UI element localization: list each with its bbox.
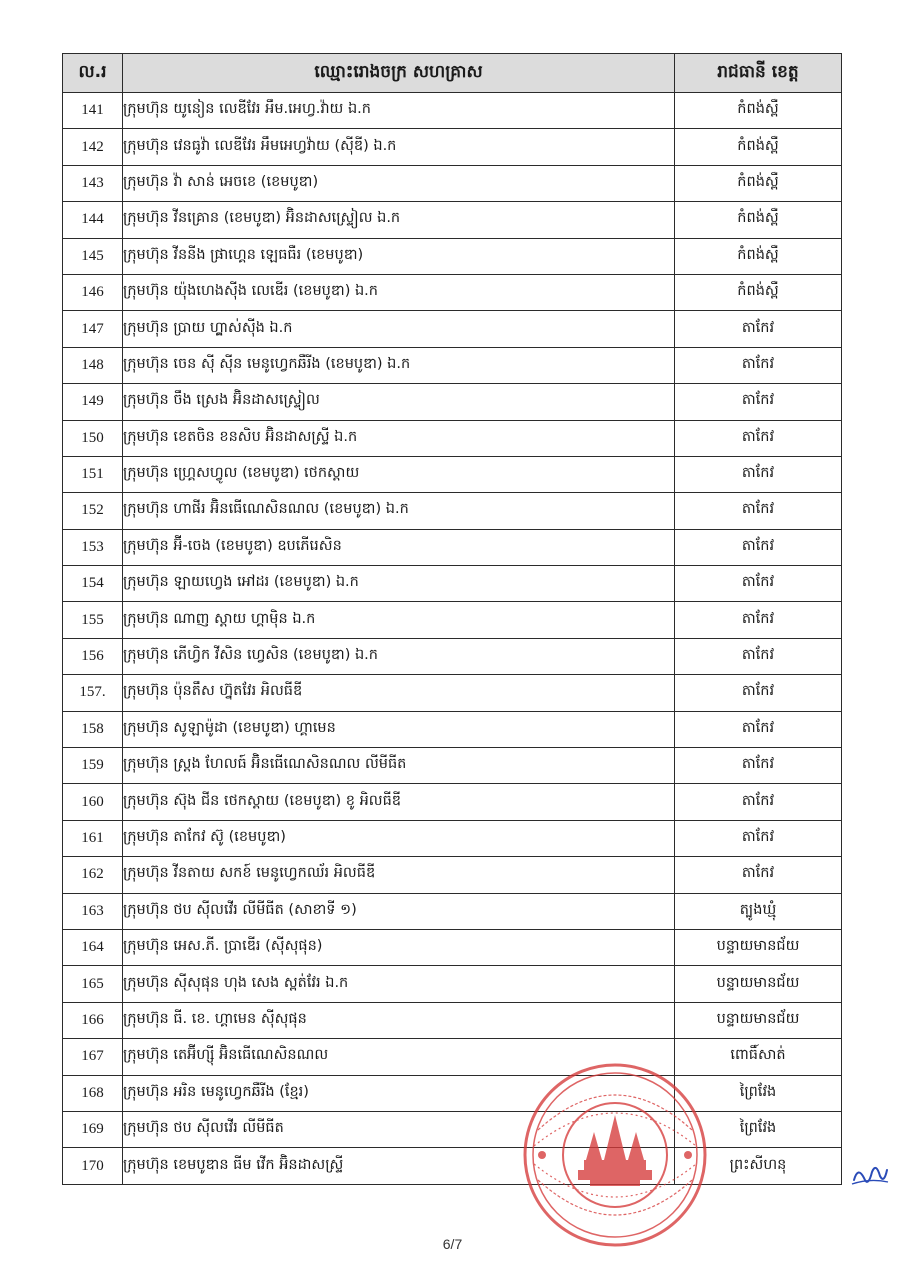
table-row [63,566,842,602]
factory-name: ក្រុមហ៊ុន ធី. ខេ. ហ្គាមេន ស៊ីសុផុន [123,1002,675,1038]
province-name: បន្ទាយមានជ័យ [675,966,842,1002]
factory-name: ក្រុមហ៊ុន ខេតចិន ខនសិប អ៊ិនដាសស្ទ្រី ឯ.ក [123,420,675,456]
province-name: បន្ទាយមានជ័យ [675,929,842,965]
table-row [63,1002,842,1038]
factory-name: ក្រុមហ៊ុន ប្រាយ ហ្គ្លាស់ស៊ីង ឯ.ក [123,311,675,347]
table-row [63,929,842,965]
table-row [63,711,842,747]
factory-name: ក្រុមហ៊ុន ថប ស៊ីលវើរ លីមីធីត [123,1111,675,1147]
province-name: តាកែវ [675,384,842,420]
factory-name: ក្រុមហ៊ុន យូនៀន លេឌីវែរ អឹម.អេហ្វ.វ៉ាយ ឯ.ក [123,93,675,129]
province-name: តាកែវ [675,420,842,456]
table-row [63,129,842,165]
header-province: រាជធានី ខេត្ត [675,54,842,93]
page-number: 6/7 [442,1236,463,1252]
province-name: តាកែវ [675,529,842,565]
row-number: 153 [63,529,123,565]
table-row [63,456,842,492]
factory-name: ក្រុមហ៊ុន វីនតាយ សកខ៍ មេនូហ្វេកឈ័រ អិលធីឌី [123,857,675,893]
row-number: 154 [63,566,123,602]
factory-name: ក្រុមហ៊ុន ចឹង ស្រេង អ៊ិនដាសស្ទ្រៀល [123,384,675,420]
province-name: តាកែវ [675,566,842,602]
row-number: 158 [63,711,123,747]
row-number: 157. [63,675,123,711]
table-row [63,820,842,856]
factory-name: ក្រុមហ៊ុន ស្ត្រង ហែលធ៍ អ៊ិនធើណេសិនណល លីមីធីត [123,748,675,784]
province-name: ពោធិ៍សាត់ [675,1039,842,1075]
row-number: 151 [63,456,123,492]
row-number: 150 [63,420,123,456]
factory-name: ក្រុមហ៊ុន អ៊ី-ចេង (ខេមបូឌា) ឧបភើរេសិន [123,529,675,565]
table-row [63,966,842,1002]
factory-name: ក្រុមហ៊ុន តាកែវ ស៊ូ (ខេមបូឌា) [123,820,675,856]
factory-name: ក្រុមហ៊ុន សូឡាម៉ូដា (ខេមបូឌា) ហ្គាមេន [123,711,675,747]
table-row [63,347,842,383]
province-name: ព្រះសីហនុ [675,1148,842,1184]
province-name: ព្រៃវែង [675,1111,842,1147]
table-row [63,93,842,129]
factory-name: ក្រុមហ៊ុន ខេមបូឌាន ធីម វើក អ៊ិនដាសស្ទ្រី [123,1148,675,1184]
table-row [63,602,842,638]
row-number: 162 [63,857,123,893]
factory-name: ក្រុមហ៊ុន ហ្គ្រេសហ្វូល (ខេមបូឌា) ថេកស្តាយ [123,456,675,492]
table-row [63,857,842,893]
official-stamp [520,1060,710,1250]
province-name: កំពង់ស្ពឺ [675,165,842,201]
factory-name: ក្រុមហ៊ុន អរិន មេនូហ្វេកឆឺរីង (ខ្មែរ) [123,1075,675,1111]
row-number: 160 [63,784,123,820]
table-row [63,165,842,201]
province-name: តាកែវ [675,748,842,784]
row-number: 170 [63,1148,123,1184]
factory-name: ក្រុមហ៊ុន ស៊ីសុផុន ហុង សេង ស្ពត់វែរ ឯ.ក [123,966,675,1002]
table-row [63,384,842,420]
row-number: 149 [63,384,123,420]
row-number: 156 [63,638,123,674]
factory-name: ក្រុមហ៊ុន វេនធូវ៉ា លេឌីវែរ អឹមអេហ្វវ៉ាយ (ស៊ីឌី) ឯ.ក [123,129,675,165]
factory-name: ក្រុមហ៊ុន វីននីង ផ្រាហ្គេន ឡេធធឺរ (ខេមបូឌា) [123,238,675,274]
row-number: 163 [63,893,123,929]
table-row [63,1039,842,1075]
table-row [63,1111,842,1147]
table-row [63,202,842,238]
row-number: 144 [63,202,123,238]
table-row [63,529,842,565]
province-name: តាកែវ [675,493,842,529]
factory-name: ក្រុមហ៊ុន ហាផីរ អ៊ិនធើណេសិនណល (ខេមបូឌា) ឯ.ក [123,493,675,529]
row-number: 166 [63,1002,123,1038]
row-number: 143 [63,165,123,201]
row-number: 167 [63,1039,123,1075]
province-name: តាកែវ [675,784,842,820]
factory-list-table [62,53,842,1185]
province-name: តាកែវ [675,638,842,674]
province-name: តាកែវ [675,456,842,492]
province-name: តាកែវ [675,347,842,383]
row-number: 146 [63,274,123,310]
province-name: តាកែវ [675,711,842,747]
table-row [63,1075,842,1111]
row-number: 147 [63,311,123,347]
row-number: 159 [63,748,123,784]
row-number: 169 [63,1111,123,1147]
table-row [63,238,842,274]
handwritten-signature [850,1160,890,1190]
table-row [63,420,842,456]
province-name: កំពង់ស្ពឺ [675,238,842,274]
row-number: 142 [63,129,123,165]
province-name: កំពង់ស្ពឺ [675,202,842,238]
table-row [63,893,842,929]
factory-name: ក្រុមហ៊ុន វីនគ្រោន (ខេមបូឌា) អ៊ិនដាសស្ទ្រៀល ឯ.ក [123,202,675,238]
factory-name: ក្រុមហ៊ុន យ៉ុងហេងស៊ីង លេឌើរ (ខេមបូឌា) ឯ.ក [123,274,675,310]
table-row [63,274,842,310]
province-name: កំពង់ស្ពឺ [675,129,842,165]
province-name: ត្បូងឃ្មុំ [675,893,842,929]
province-name: ព្រៃវែង [675,1075,842,1111]
row-number: 148 [63,347,123,383]
province-name: កំពង់ស្ពឺ [675,274,842,310]
row-number: 164 [63,929,123,965]
table-row [63,493,842,529]
factory-name: ក្រុមហ៊ុន វ៉ា សាន់ អេចខេ (ខេមបូឌា) [123,165,675,201]
table-row [63,748,842,784]
table-row [63,784,842,820]
row-number: 145 [63,238,123,274]
factory-name: ក្រុមហ៊ុន ថប ស៊ីលវើរ លីមីធីត (សាខាទី ១) [123,893,675,929]
province-name: កំពង់ស្ពឺ [675,93,842,129]
factory-name: ក្រុមហ៊ុន អេស.ភី. ប្រាឌើរ (ស៊ីសុផុន) [123,929,675,965]
table-row [63,638,842,674]
factory-name: ក្រុមហ៊ុន ស៊ុង ជីន ថេកស្តាយ (ខេមបូឌា) ខូ អិលធីឌី [123,784,675,820]
province-name: តាកែវ [675,602,842,638]
row-number: 161 [63,820,123,856]
header-factory-name: ឈ្មោះរោងចក្រ សហគ្រាស [123,54,675,93]
table-header-row [63,54,842,93]
row-number: 165 [63,966,123,1002]
factory-name: ក្រុមហ៊ុន ចេន ស៊ី ស៊ីន មេនូហ្វេកឆឺរីង (ខេមបូឌា) ឯ.ក [123,347,675,383]
factory-name: ក្រុមហ៊ុន ឡាយហ្វេង អៅដរ (ខេមបូឌា) ឯ.ក [123,566,675,602]
factory-name: ក្រុមហ៊ុន ណាញ ស្តាយ ហ្គាម៉ិន ឯ.ក [123,602,675,638]
table-row [63,1148,842,1184]
factory-name: ក្រុមហ៊ុន ប៉ុនតឹស ហ្វ៊ុតវែរ អិលធីឌី [123,675,675,711]
row-number: 168 [63,1075,123,1111]
province-name: តាកែវ [675,675,842,711]
table-row [63,675,842,711]
province-name: តាកែវ [675,311,842,347]
province-name: តាកែវ [675,820,842,856]
row-number: 141 [63,93,123,129]
row-number: 155 [63,602,123,638]
header-number: ល.រ [63,54,123,93]
province-name: តាកែវ [675,857,842,893]
province-name: បន្ទាយមានជ័យ [675,1002,842,1038]
table-row [63,311,842,347]
row-number: 152 [63,493,123,529]
factory-name: ក្រុមហ៊ុន ភើហ្វិក វីសិន ហ្វេសិន (ខេមបូឌា) ឯ.ក [123,638,675,674]
factory-name: ក្រុមហ៊ុន តេអ៊ីហ្ស៊ី អ៊ិនធើណេសិនណល [123,1039,675,1075]
